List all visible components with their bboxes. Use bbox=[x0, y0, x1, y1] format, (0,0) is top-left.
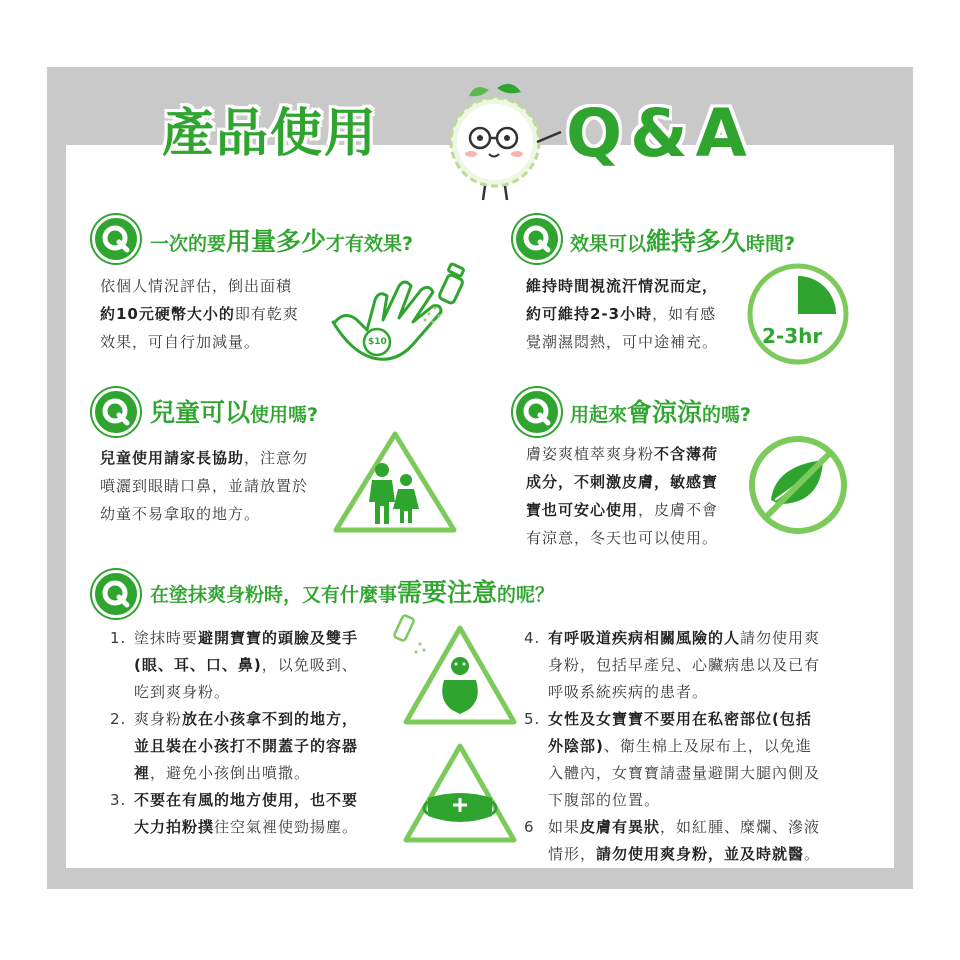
heading-segment: 的嗎? bbox=[702, 404, 752, 426]
q-icon bbox=[516, 218, 558, 260]
clock-quarter-icon bbox=[745, 262, 855, 372]
list-item bbox=[524, 706, 854, 814]
text-line bbox=[548, 706, 820, 733]
heading-segment: 使用嗎? bbox=[250, 404, 319, 426]
bold-text: 兒童使用請家長協助 bbox=[100, 449, 245, 467]
q3-badge bbox=[92, 388, 140, 436]
text: ，以免吸到、 bbox=[261, 656, 358, 674]
item-text bbox=[548, 814, 820, 868]
heading-segment: 效果可以 bbox=[570, 233, 647, 255]
bold-text: 大力拍粉撲 bbox=[134, 818, 215, 836]
text-line bbox=[526, 496, 718, 524]
item-text bbox=[134, 625, 358, 706]
text-line bbox=[548, 625, 820, 652]
list-item bbox=[110, 787, 400, 841]
text: 呼吸系統疾病的患者。 bbox=[548, 683, 709, 701]
text: ，注意勿 bbox=[244, 449, 309, 467]
title-qa: Q&A bbox=[566, 95, 755, 172]
heading-segment: 需要注意 bbox=[397, 578, 498, 607]
text: 爽身粉 bbox=[134, 710, 183, 728]
text-line bbox=[100, 300, 299, 328]
baby-warning-icon bbox=[400, 622, 520, 728]
item-number: 5. bbox=[524, 710, 541, 728]
text-line bbox=[548, 787, 820, 814]
text-line bbox=[526, 440, 718, 468]
q4-answer bbox=[526, 440, 718, 552]
text: 效果，可自行加減量。 bbox=[100, 333, 261, 351]
q5-list-left bbox=[110, 625, 400, 841]
q1-answer bbox=[100, 272, 299, 356]
q-icon bbox=[95, 573, 137, 615]
text: 往空氣裡使勁揚塵。 bbox=[214, 818, 359, 836]
text-line bbox=[548, 733, 820, 760]
text: 依個人情況評估，倒出面積 bbox=[100, 277, 293, 295]
text-line bbox=[526, 468, 718, 496]
text-line bbox=[134, 706, 358, 733]
text-line bbox=[100, 328, 299, 356]
text: ，如紅腫、糜爛、滲液 bbox=[660, 818, 821, 836]
bold-text: 並且裝在小孩打不開蓋子的容器 bbox=[134, 737, 359, 755]
item-number: 4. bbox=[524, 629, 541, 647]
heading-segment: 在塗抹爽身粉時，又有什麼事 bbox=[150, 584, 398, 606]
parent-child-warning-icon bbox=[330, 428, 460, 536]
bold-text: 不要在有風的地方使用，也不要 bbox=[134, 791, 359, 809]
q3-answer bbox=[100, 444, 308, 528]
heading-segment: 一次的要 bbox=[150, 233, 227, 255]
item-number: 6 bbox=[524, 818, 535, 836]
bold-text: 裡 bbox=[134, 764, 151, 782]
bold-text: 放在小孩拿不到的地方， bbox=[182, 710, 359, 728]
q1-heading bbox=[150, 225, 413, 262]
text-line bbox=[526, 300, 718, 328]
text: 情形， bbox=[548, 845, 597, 863]
q5-list-right bbox=[524, 625, 854, 868]
text: 下腹部的位置。 bbox=[548, 791, 661, 809]
item-text bbox=[134, 787, 358, 841]
text-line bbox=[548, 679, 820, 706]
text-line bbox=[548, 652, 820, 679]
text: ，如有感 bbox=[652, 305, 717, 323]
q1-badge bbox=[92, 215, 140, 263]
q5-badge bbox=[92, 570, 140, 618]
text: 有涼意，冬天也可以使用。 bbox=[526, 529, 719, 547]
text: 噴灑到眼睛口鼻，並請放置於 bbox=[100, 477, 309, 495]
text-line bbox=[134, 652, 358, 679]
text: 如果 bbox=[548, 818, 581, 836]
text-line bbox=[526, 524, 718, 552]
text-line bbox=[134, 787, 358, 814]
list-item bbox=[524, 625, 854, 706]
text-line bbox=[134, 814, 358, 841]
heading-segment: 時間? bbox=[746, 233, 796, 255]
text: 身粉，包括早產兒、心臟病患以及已有 bbox=[548, 656, 821, 674]
q4-badge bbox=[513, 388, 561, 436]
item-text bbox=[134, 706, 358, 787]
q-icon bbox=[95, 391, 137, 433]
text-line bbox=[100, 272, 299, 300]
heading-segment: 用量多少 bbox=[226, 227, 327, 256]
hand-powder-icon bbox=[325, 262, 475, 382]
text: 即有乾爽 bbox=[234, 305, 299, 323]
item-number: 2. bbox=[110, 710, 127, 728]
bold-text: 維持時間視流汗情況而定， bbox=[526, 277, 719, 295]
text: 入體內，女寶寶請盡量避開大腿內側及 bbox=[548, 764, 821, 782]
text: 塗抹時要 bbox=[134, 629, 199, 647]
q-icon bbox=[95, 218, 137, 260]
q2-badge bbox=[513, 215, 561, 263]
item-text bbox=[548, 706, 820, 814]
text-line bbox=[548, 841, 820, 868]
text: 覺潮濕悶熱，可中途補充。 bbox=[526, 333, 719, 351]
heading-segment: 的呢？ bbox=[497, 584, 555, 606]
list-item bbox=[524, 814, 854, 868]
bold-text: 約10元硬幣大小的 bbox=[100, 305, 235, 323]
q2-answer bbox=[526, 272, 718, 356]
bold-text: 女性及女寶寶不要用在私密部位(包括 bbox=[548, 710, 812, 728]
q3-heading bbox=[150, 396, 318, 433]
duration-label: 2-3hr bbox=[762, 324, 823, 348]
bold-text: 外陰部) bbox=[548, 737, 604, 755]
bold-text: (眼、耳、口、鼻) bbox=[134, 656, 262, 674]
q-icon bbox=[516, 391, 558, 433]
text-line bbox=[134, 679, 358, 706]
heading-segment: 才有效果? bbox=[326, 233, 414, 255]
heading-segment: 會涼涼 bbox=[627, 398, 703, 427]
bold-text: 成分，不刺激皮膚，敏感寶 bbox=[526, 473, 719, 491]
q2-heading bbox=[570, 225, 795, 262]
list-item bbox=[110, 625, 400, 706]
text-line bbox=[134, 760, 358, 787]
text: ，皮膚不會 bbox=[638, 501, 719, 519]
q5-heading bbox=[150, 576, 554, 613]
bold-text: 有呼吸道疾病相關風險的人 bbox=[548, 629, 741, 647]
bold-text: 約可維持2-3小時 bbox=[526, 305, 653, 323]
heading-segment: 用起來 bbox=[570, 404, 628, 426]
heading-segment: 維持多久 bbox=[646, 227, 747, 256]
heading-segment: 兒童可以 bbox=[150, 398, 251, 427]
title-main: 產品使用 bbox=[162, 104, 379, 164]
coin-label: $10 bbox=[368, 337, 387, 347]
text: 吃到爽身粉。 bbox=[134, 683, 231, 701]
text-line bbox=[100, 444, 308, 472]
text-line bbox=[548, 760, 820, 787]
mascot-icon bbox=[425, 80, 565, 210]
item-number: 3. bbox=[110, 791, 127, 809]
bold-text: 皮膚有異狀 bbox=[580, 818, 661, 836]
bold-text: 不含薄荷 bbox=[654, 445, 719, 463]
text-line bbox=[100, 472, 308, 500]
text-line bbox=[526, 328, 718, 356]
text-line bbox=[548, 814, 820, 841]
q4-heading bbox=[570, 396, 751, 433]
bold-text: 避開寶寶的頭臉及雙手 bbox=[198, 629, 359, 647]
text: 。 bbox=[804, 845, 821, 863]
text-line bbox=[100, 500, 308, 528]
text: 、衛生棉上及尿布上，以免進 bbox=[603, 737, 812, 755]
text: 膚姿爽植萃爽身粉 bbox=[526, 445, 655, 463]
list-item bbox=[110, 706, 400, 787]
text: ，避免小孩倒出噴撒。 bbox=[150, 764, 311, 782]
item-number: 1. bbox=[110, 629, 127, 647]
no-mint-icon bbox=[743, 430, 853, 540]
text-line bbox=[526, 272, 718, 300]
bold-text: 寶也可安心使用 bbox=[526, 501, 639, 519]
mask-warning-icon bbox=[400, 740, 520, 846]
text: 幼童不易拿取的地方。 bbox=[100, 505, 261, 523]
text-line bbox=[134, 733, 358, 760]
text: 請勿使用爽 bbox=[740, 629, 821, 647]
text-line bbox=[134, 625, 358, 652]
bold-text: 請勿使用爽身粉，並及時就醫 bbox=[596, 845, 805, 863]
item-text bbox=[548, 625, 820, 706]
